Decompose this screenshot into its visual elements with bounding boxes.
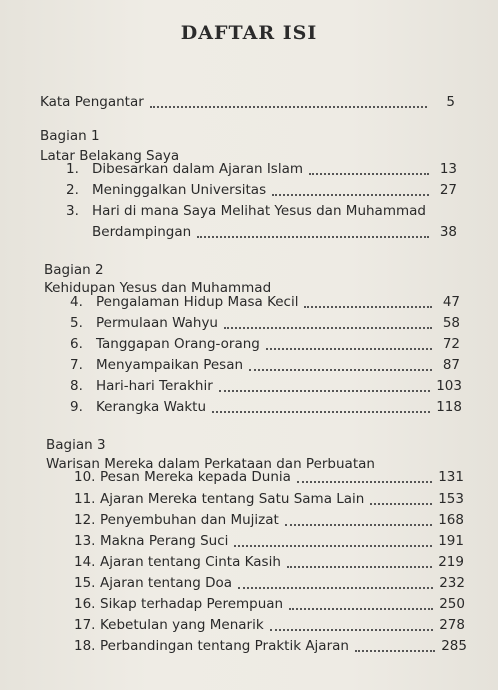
- toc-entry-title-continued: Berdampingan: [92, 224, 192, 240]
- dot-leader: [234, 533, 432, 547]
- toc-entry: [66, 180, 457, 200]
- toc-entry: [70, 292, 460, 312]
- toc-entry-title: Pesan Mereka kepada Dunia: [100, 469, 291, 485]
- chapter-number: 16.: [74, 596, 96, 612]
- page-title: DAFTAR ISI: [180, 22, 318, 44]
- chapter-number: 18.: [74, 638, 96, 654]
- chapter-number: 5.: [70, 315, 83, 331]
- part-subtitle: Warisan Mereka dalam Perkataan dan Perbuatan: [46, 456, 375, 472]
- toc-entry: [70, 376, 462, 396]
- dot-leader: [238, 575, 433, 589]
- toc-entry: [74, 594, 465, 614]
- toc-entry-title: Tanggapan Orang-orang: [96, 336, 260, 352]
- toc-entry: [66, 201, 457, 221]
- chapter-number: 11.: [74, 491, 96, 507]
- toc-entry-preface: [40, 92, 455, 112]
- toc-entry-title: Ajaran tentang Doa: [100, 575, 232, 591]
- dot-leader: [219, 378, 430, 392]
- toc-entry-title: Kata Pengantar: [40, 94, 144, 110]
- toc-entry-page: 118: [436, 399, 462, 415]
- toc-entry: [74, 615, 465, 635]
- toc-entry-title: Perbandingan tentang Praktik Ajaran: [100, 638, 349, 654]
- dot-leader: [287, 554, 432, 568]
- dot-leader: [355, 638, 435, 652]
- toc-entry-title: Ajaran Mereka tentang Satu Sama Lain: [100, 491, 365, 507]
- chapter-number: 14.: [74, 554, 96, 570]
- toc-entry: [74, 510, 464, 530]
- toc-entry-title: Kebetulan yang Menarik: [100, 617, 264, 633]
- chapter-number: 7.: [70, 357, 83, 373]
- toc-entry-page: 47: [442, 294, 460, 310]
- toc-entry-title: Ajaran tentang Cinta Kasih: [100, 554, 281, 570]
- toc-entry-title: Dibesarkan dalam Ajaran Islam: [92, 161, 304, 177]
- toc-entry-page: 168: [438, 512, 464, 528]
- toc-entry: [70, 334, 460, 354]
- toc-entry: [74, 573, 465, 593]
- dot-leader: [272, 182, 429, 196]
- dot-leader: [370, 491, 432, 505]
- toc-entry-title: Penyembuhan dan Mujizat: [100, 512, 279, 528]
- toc-entry-page: 5: [446, 94, 455, 110]
- toc-entry: [70, 313, 460, 333]
- dot-leader: [266, 336, 432, 350]
- dot-leader: [304, 294, 432, 308]
- chapter-number: 6.: [70, 336, 83, 352]
- chapter-number: 4.: [70, 294, 83, 310]
- toc-entry-title: Hari-hari Terakhir: [96, 378, 213, 394]
- toc-entry-page: 58: [442, 315, 460, 331]
- toc-entry: [74, 531, 464, 551]
- toc-entry-title: Sikap terhadap Perempuan: [100, 596, 284, 612]
- dot-leader: [249, 357, 432, 371]
- toc-entry-page: 87: [442, 357, 460, 373]
- toc-entry-page: 250: [439, 596, 465, 612]
- dot-leader: [212, 399, 430, 413]
- toc-entry-title: Menyampaikan Pesan: [96, 357, 244, 373]
- toc-entry: [74, 636, 467, 656]
- toc-entry-title: Permulaan Wahyu: [96, 315, 218, 331]
- chapter-number: 8.: [70, 378, 83, 394]
- toc-entry: [70, 355, 460, 375]
- toc-entry-title: Meninggalkan Universitas: [92, 182, 267, 198]
- toc-entry: [74, 467, 464, 487]
- toc-entry-title: Makna Perang Suci: [100, 533, 229, 549]
- chapter-number: 1.: [66, 161, 79, 177]
- chapter-number: 13.: [74, 533, 96, 549]
- dot-leader: [297, 469, 432, 483]
- toc-entry-page: 285: [441, 638, 467, 654]
- toc-entry-page: 219: [438, 554, 464, 570]
- toc-entry-title: Pengalaman Hidup Masa Kecil: [96, 294, 299, 310]
- chapter-number: 2.: [66, 182, 79, 198]
- dot-leader: [224, 315, 432, 329]
- toc-entry-page: 13: [439, 161, 457, 177]
- toc-entry-page: 38: [439, 224, 457, 240]
- toc-entry: [74, 489, 464, 509]
- part-heading: Bagian 1: [40, 128, 100, 144]
- dot-leader: [289, 596, 433, 610]
- dot-leader: [270, 617, 434, 631]
- chapter-number: 12.: [74, 512, 96, 528]
- toc-entry-page: 131: [438, 469, 464, 485]
- chapter-number: 9.: [70, 399, 83, 415]
- dot-leader: [150, 94, 427, 108]
- toc-entry-page: 232: [439, 575, 465, 591]
- toc-entry-continued: [92, 222, 457, 242]
- toc-entry-page: 72: [442, 336, 460, 352]
- part-heading: Bagian 3: [46, 437, 106, 453]
- part-heading: Bagian 2: [44, 262, 104, 278]
- toc-entry: [74, 552, 464, 572]
- chapter-number: 3.: [66, 203, 79, 219]
- toc-entry-page: 278: [439, 617, 465, 633]
- dot-leader: [197, 224, 429, 238]
- toc-entry-page: 27: [439, 182, 457, 198]
- toc-entry-title: Hari di mana Saya Melihat Yesus dan Muhammad: [92, 203, 426, 219]
- chapter-number: 17.: [74, 617, 96, 633]
- toc-entry: [66, 159, 457, 179]
- toc-entry-page: 191: [438, 533, 464, 549]
- chapter-number: 10.: [74, 469, 96, 485]
- toc-entry-page: 153: [438, 491, 464, 507]
- dot-leader: [285, 512, 432, 526]
- toc-entry: [70, 397, 462, 417]
- chapter-number: 15.: [74, 575, 96, 591]
- toc-entry-title: Kerangka Waktu: [96, 399, 207, 415]
- toc-entry-page: 103: [436, 378, 462, 394]
- part-subtitle: Latar Belakang Saya: [40, 148, 180, 164]
- part-subtitle: Kehidupan Yesus dan Muhammad: [44, 280, 272, 296]
- dot-leader: [309, 161, 429, 175]
